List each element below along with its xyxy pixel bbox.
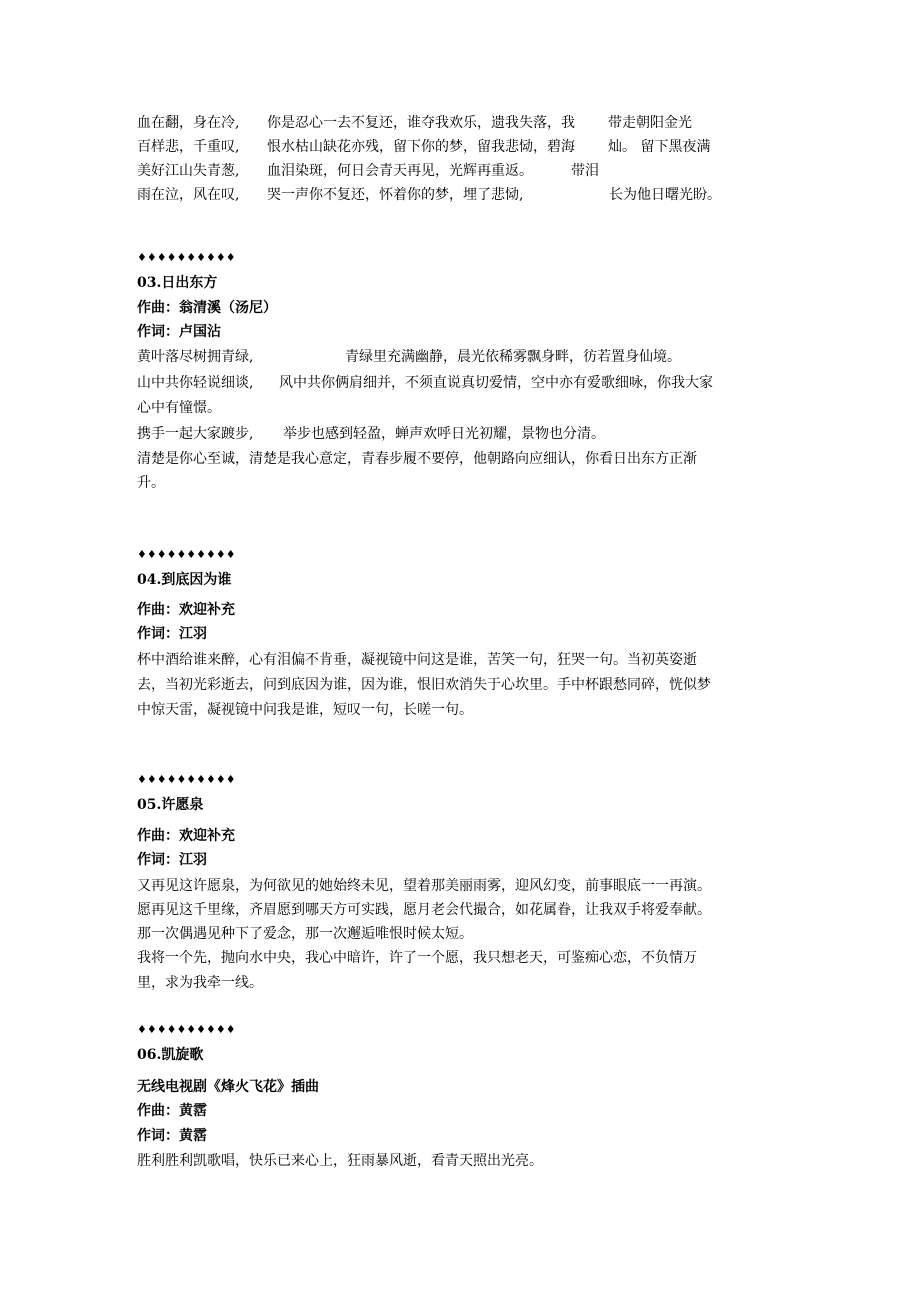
lyric-line: 青绿里充满幽静，晨光依稀雾飘身畔，彷若置身仙境。 (345, 349, 681, 365)
lyric-line: 你是忍心一去不复还，谁夺我欢乐，遗我失落，我 (267, 115, 575, 131)
song-title: 06.凯旋歌 (137, 1047, 204, 1063)
lyric-line: 心中有憧憬。 (137, 400, 221, 416)
lyric-line: 血泪染斑，何日会青天再见，光辉再重返。 (267, 163, 533, 179)
lyric-line: 美好江山失青葱, (137, 163, 240, 179)
lyric-line: 那一次偶遇见种下了爱念，那一次邂逅唯恨时候太短。 (137, 926, 473, 942)
lyric-line: 恨水枯山缺花亦残，留下你的梦，留我悲恸，碧海 (267, 139, 575, 155)
song-title: 05.许愿泉 (137, 797, 204, 813)
lyric-line: 黄叶落尽树拥青绿, (137, 349, 254, 365)
lyric-line: 举步也感到轻盈，蝉声欢呼日光初耀，景物也分清。 (283, 426, 605, 442)
song-subtitle: 无线电视剧《烽火飞花》插曲 (137, 1079, 319, 1095)
lyricist-credit: 作词：江羽 (137, 852, 207, 868)
lyric-line: 风中共你俩肩细并，不须直说真切爱情，空中亦有爱歌细咏，你我大家 (279, 375, 713, 391)
composer-credit: 作曲：黄霑 (137, 1103, 207, 1119)
composer-credit: 作曲：欢迎补充 (137, 602, 235, 618)
lyric-line: 带走朝阳金光 (608, 115, 692, 131)
section-separator: ♦♦♦♦♦♦♦♦♦♦ (137, 1023, 236, 1036)
lyric-line: 去，当初光彩逝去，问到底因为谁，因为谁，恨旧欢消失于心坎里。手中杯跟愁同碎，恍似梦 (137, 677, 711, 693)
lyric-line: 胜利胜利凯歌唱，快乐已来心上，狂雨暴风逝，看青天照出光亮。 (137, 1153, 543, 1169)
lyric-line: 愿再见这千里缘，齐眉愿到哪天方可实践，愿月老会代撮合，如花属眷，让我双手将爱奉献。 (137, 902, 711, 918)
lyric-line: 里，求为我牵一线。 (137, 975, 263, 991)
composer-credit: 作曲：欢迎补充 (137, 828, 235, 844)
lyric-line: 血在翻，身在冷, (137, 115, 240, 131)
lyric-line: 清楚是你心至诚，清楚是我心意定，青春步履不要停，他朝路向应细认，你看日出东方正渐 (137, 451, 697, 467)
lyric-line: 升。 (137, 475, 165, 491)
lyricist-credit: 作词：江羽 (137, 626, 207, 642)
lyric-line: 又再见这许愿泉，为何欲见的她始终未见，望着那美丽雨雾，迎风幻变，前事眼底一一再演。 (137, 878, 711, 894)
lyric-line: 百样悲，千重叹, (137, 139, 240, 155)
lyric-line: 携手一起大家踱步, (137, 426, 254, 442)
lyric-line: 雨在泣，风在叹, (137, 187, 240, 203)
lyric-line: 长为他日曙光盼。 (609, 187, 721, 203)
lyric-line: 中惊天雷，凝视镜中问我是谁，短叹一句，长嗟一句。 (137, 702, 473, 718)
song-title: 04.到底因为谁 (137, 572, 232, 588)
lyricist-credit: 作词：卢国沾 (137, 324, 221, 340)
lyric-line: 杯中酒给谁来醉，心有泪偏不肯垂，凝视镜中问这是谁，苦笑一句，狂哭一句。当初英姿逝 (137, 652, 697, 668)
section-separator: ♦♦♦♦♦♦♦♦♦♦ (137, 548, 236, 561)
lyricist-credit: 作词：黄霑 (137, 1128, 207, 1144)
song-title: 03.日出东方 (137, 275, 218, 291)
lyric-line: 哭一声你不复还，怀着你的梦，埋了悲恸, (267, 187, 524, 203)
section-separator: ♦♦♦♦♦♦♦♦♦♦ (137, 251, 236, 264)
composer-credit: 作曲：翁清溪（汤尼） (137, 300, 277, 316)
lyric-line: 带泪 (571, 163, 599, 179)
lyric-line: 我将一个先，抛向水中央，我心中暗许，许了一个愿，我只想老天，可鉴痴心恋，不负情万 (137, 950, 697, 966)
section-separator: ♦♦♦♦♦♦♦♦♦♦ (137, 773, 236, 786)
lyric-line: 灿。 留下黑夜满 (608, 139, 711, 155)
lyric-line: 山中共你轻说细谈, (137, 375, 254, 391)
